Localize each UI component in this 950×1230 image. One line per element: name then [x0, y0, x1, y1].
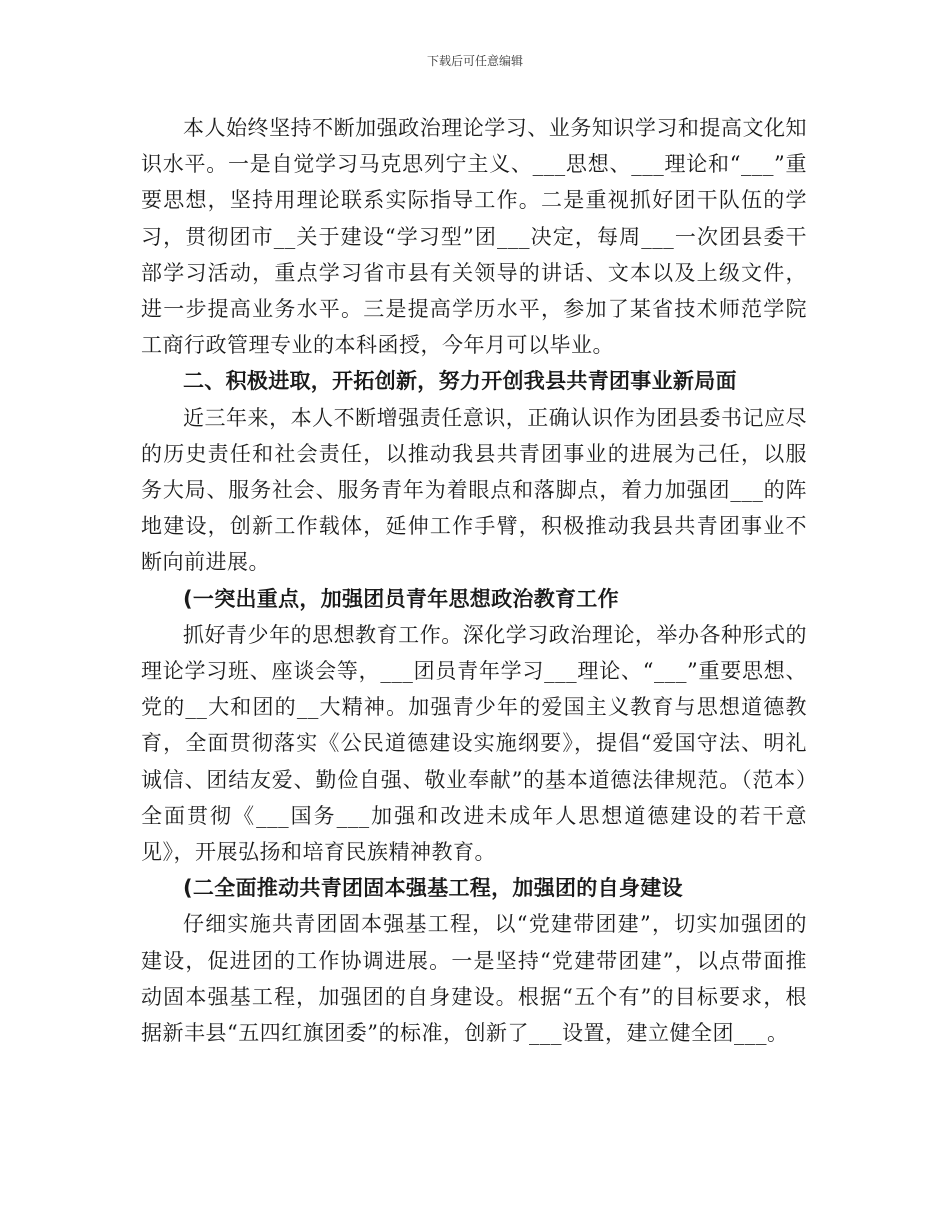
document-body	[141, 110, 807, 1051]
subsection-heading-1: (一突出重点，加强团员青年思想政治教育工作	[183, 586, 619, 611]
paragraph-study: 本人始终坚持不断加强政治理论学习、业务知识学习和提高文化知识水平。一是自觉学习马克思列宁主义、___思想、___理论和“___”重要思想，坚持用理论联系实际指导工作。二是重视抓好团干队伍的学习，贯彻团市__关于建设“学习型”团___决定，每周___一次团县委干部学习活动，重点学习省市县有关领导的讲话、文本以及上级文件，进一步提高业务水平。三是提高学历水平，参加了某省技术师范学院工商行政管理专业的本科函授，今年月可以毕业。	[141, 116, 807, 358]
section-heading-2: 二、积极进取，开拓创新，努力开创我县共青团事业新局面	[183, 369, 737, 394]
page-header: 下载后可任意编辑	[426, 54, 523, 68]
paragraph-responsibility: 近三年来，本人不断增强责任意识，正确认识作为团县委书记应尽的历史责任和社会责任，以推动我县共青团事业的进展为己任，以服务大局、服务社会、服务青年为着眼点和落脚点，着力加强团___的阵地建设，创新工作载体，延伸工作手臂，积极推动我县共青团事业不断向前进展。	[141, 405, 807, 575]
paragraph-construction: 仔细实施共青团固本强基工程，以“党建带团建”，切实加强团的建设，促进团的工作协调进展。一是坚持“党建带团建”，以点带面推动固本强基工程，加强团的自身建设。根据“五个有”的目标要求，根据新丰县“五四红旗团委”的标准，创新了___设置，建立健全团___。	[141, 912, 807, 1046]
paragraph-education: 抓好青少年的思想教育工作。深化学习政治理论，举办各种形式的理论学习班、座谈会等，___团员青年学习___理论、“___”重要思想、党的__大和团的__大精神。加强青少年的爱国主义教育与思想道德教育，全面贯彻落实《公民道德建设实施纲要》，提倡“爱国守法、明礼诚信、团结友爱、勤俭自强、敬业奉献”的基本道德法律规范。（范本）全面贯彻《___国务___加强和改进未成年人思想道德建设的若干意见》，开展弘扬和培育民族精神教育。	[141, 622, 807, 865]
subsection-heading-2: (二全面推动共青团固本强基工程，加强团的自身建设	[183, 876, 683, 901]
